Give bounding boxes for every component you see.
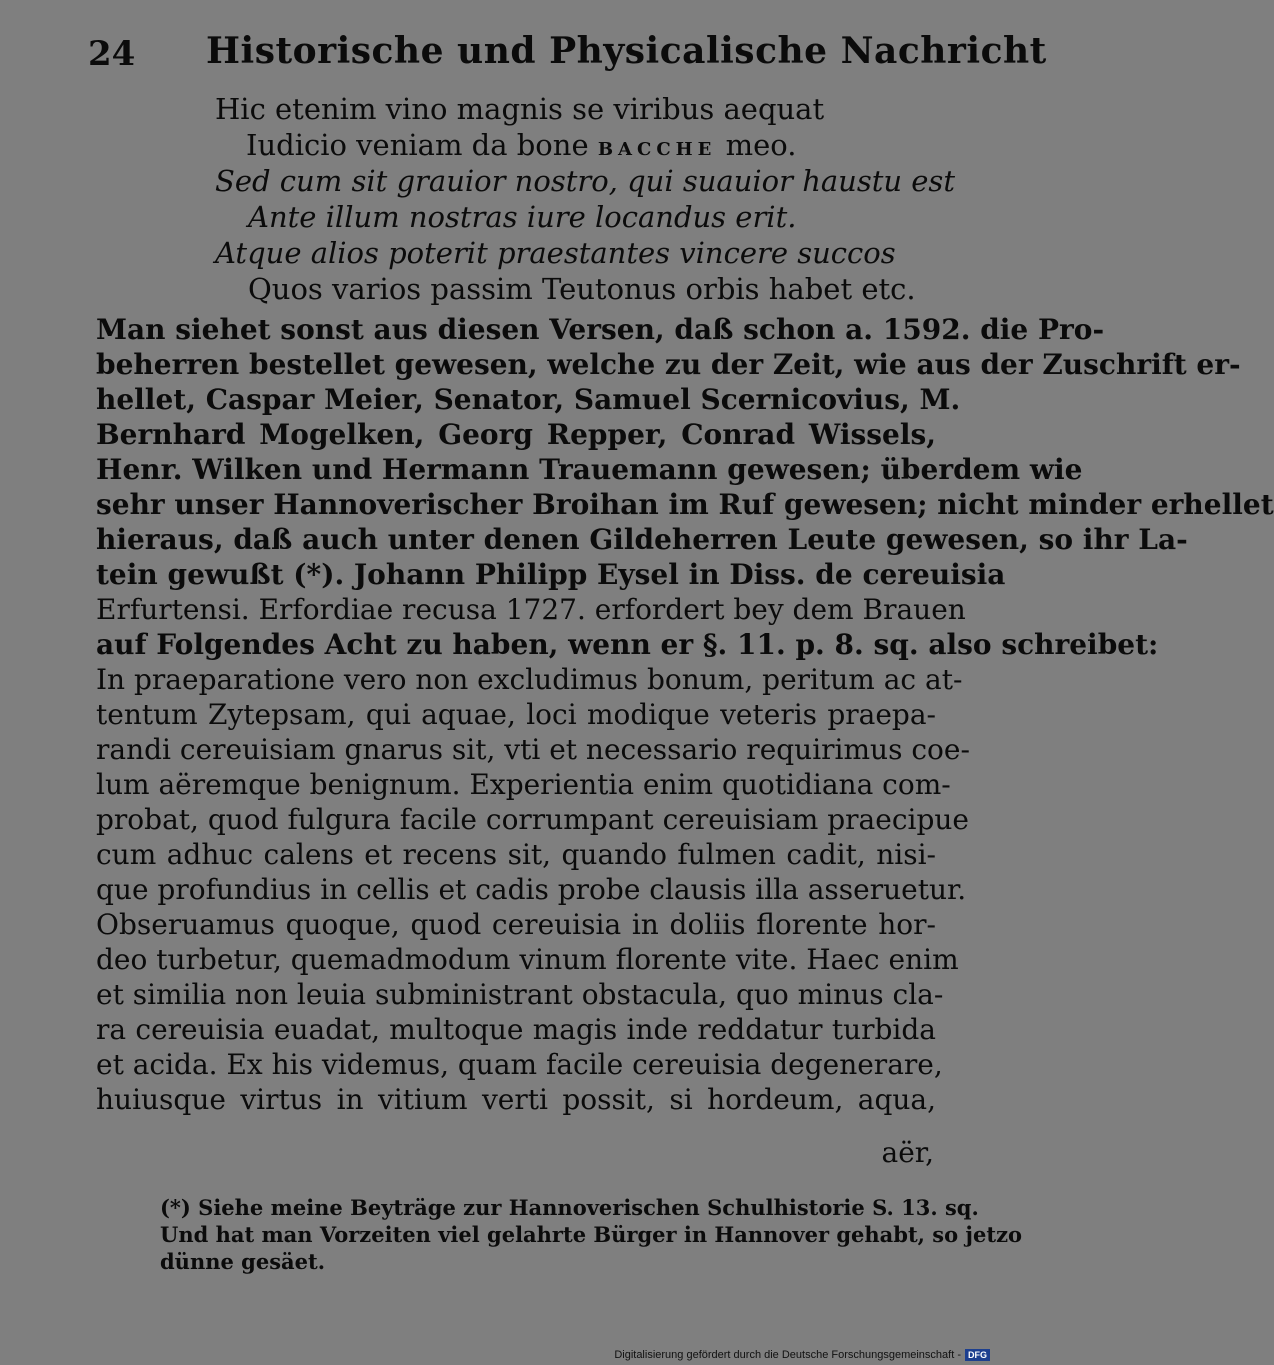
body-line: probat, quod fulgura facile corrumpant cereuisiam praecipue [96,803,969,836]
poem-line: Quos varios passim Teutonus orbis habet etc. [248,272,916,306]
body-line: et acida. Ex his videmus, quam facile cereuisia degenerare, [96,1048,943,1081]
body-line: ra cereuisia euadat, multoque magis inde reddatur turbida [96,1013,936,1046]
body-line: tein gewußt (*). Johann Philipp Eysel in Diss. de cereuisia [96,558,1006,591]
credit-text: Digitalisierung gefördert durch die Deutsche Forschungsgemeinschaft - [614,1349,961,1361]
body-line: cum adhuc calens et recens sit, quando fulmen cadit, nisi- [96,838,936,871]
body-line: Obseruamus quoque, quod cereuisia in doliis florente hor- [96,908,936,941]
catchword: aër, [881,1136,934,1169]
digitization-credit [614,1349,990,1361]
body-line: lum aëremque benignum. Experientia enim quotidiana com- [96,768,951,801]
body-line: auf Folgendes Acht zu haben, wenn er §. 11. p. 8. sq. also schreibet: [96,628,1159,661]
body-line: deo turbetur, quemadmodum vinum florente vite. Haec enim [96,943,959,976]
running-title: Historische und Physicalische Nachricht [206,30,1047,72]
body-line: huiusque virtus in vitium verti possit, si hordeum, aqua, [96,1083,936,1116]
body-line: sehr unser Hannoverischer Broihan im Ruf gewesen; nicht minder erhellet [96,488,1274,521]
body-line: que profundius in cellis et cadis probe clausis illa asseruetur. [96,873,967,906]
poem-line: Ante illum nostras iure locandus erit. [248,200,797,234]
body-line: randi cereuisiam gnarus sit, vti et necessario requirimus coe- [96,733,970,766]
footnote-line: (*) Siehe meine Beyträge zur Hannoverischen Schulhistorie S. 13. sq. [160,1195,979,1220]
body-line: hellet, Caspar Meier, Senator, Samuel Scernicovius, M. [96,383,961,416]
poem-line: Atque alios poterit praestantes vincere succos [215,236,896,270]
body-line: et similia non leuia subministrant obstacula, quo minus cla- [96,978,944,1011]
footnote [160,1194,1023,1275]
body-line: Erfurtensi. Erfordiae recusa 1727. erfordert bey dem Brauen [96,593,966,626]
page-number: 24 [88,34,136,74]
dfg-logo: DFG [965,1349,990,1361]
poem-line: Iudicio veniam da bone BACCHE meo. [246,128,797,162]
poem-line: Sed cum sit grauior nostro, qui suauior haustu est [215,164,955,198]
body-line: Man siehet sonst aus diesen Versen, daß schon a. 1592. die Pro- [96,313,1105,346]
poem-line: Hic etenim vino magnis se viribus aequat [215,92,825,126]
body-line: Bernhard Mogelken, Georg Repper, Conrad Wissels, [96,418,936,451]
body-line: Henr. Wilken und Hermann Trauemann gewesen; überdem wie [96,453,1083,486]
body-line: tentum Zytepsam, qui aquae, loci modique veteris praepa- [96,698,936,731]
footnote-line: dünne gesäet. [160,1249,326,1274]
footnote-line: Und hat man Vorzeiten viel gelahrte Bürger in Hannover gehabt, so jetzo [160,1222,1023,1247]
page-header [88,28,1047,78]
body-line: beherren bestellet gewesen, welche zu der Zeit, wie aus der Zuschrift er- [96,348,1241,381]
small-caps-name: BACCHE [597,139,717,160]
body-line: In praeparatione vero non excludimus bonum, peritum ac at- [96,663,963,696]
body-line: hieraus, daß auch unter denen Gildeherren Leute gewesen, so ihr La- [96,523,1188,556]
